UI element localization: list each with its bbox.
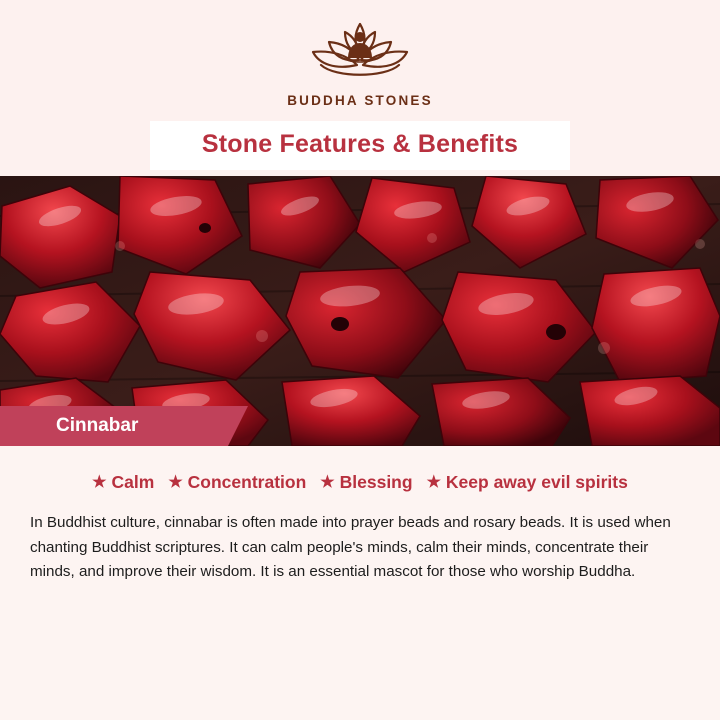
lotus-buddha-icon (285, 18, 435, 89)
feature-item (168, 472, 306, 493)
star-icon: ★ (168, 473, 183, 491)
title-banner (150, 121, 570, 170)
page-title: Stone Features & Benefits (201, 130, 519, 158)
header (0, 0, 720, 176)
stone-name-label: Cinnabar (0, 406, 228, 446)
star-icon: ★ (320, 473, 335, 491)
feature-label: Calm (111, 472, 155, 492)
feature-label: Keep away evil spirits (445, 472, 628, 492)
feature-item (92, 472, 154, 493)
feature-item (320, 472, 412, 493)
feature-item (427, 472, 628, 493)
feature-list (30, 472, 690, 493)
brand-logo (0, 18, 720, 108)
feature-label: Concentration (187, 472, 307, 492)
description-text: In Buddhist culture, cinnabar is often made into prayer beads and rosary beads. It is used when chanting Buddhist scriptures. It can calm people's minds, calm their minds, concentrate their minds, and improve their wisdom. It is an essential mascot for those who worship Buddha. (30, 514, 671, 581)
brand-name: BUDDHA STONES (287, 93, 433, 108)
feature-label: Blessing (339, 472, 413, 492)
content-block (0, 446, 720, 720)
star-icon: ★ (92, 473, 107, 491)
stone-photo (0, 176, 720, 446)
star-icon: ★ (426, 473, 441, 491)
